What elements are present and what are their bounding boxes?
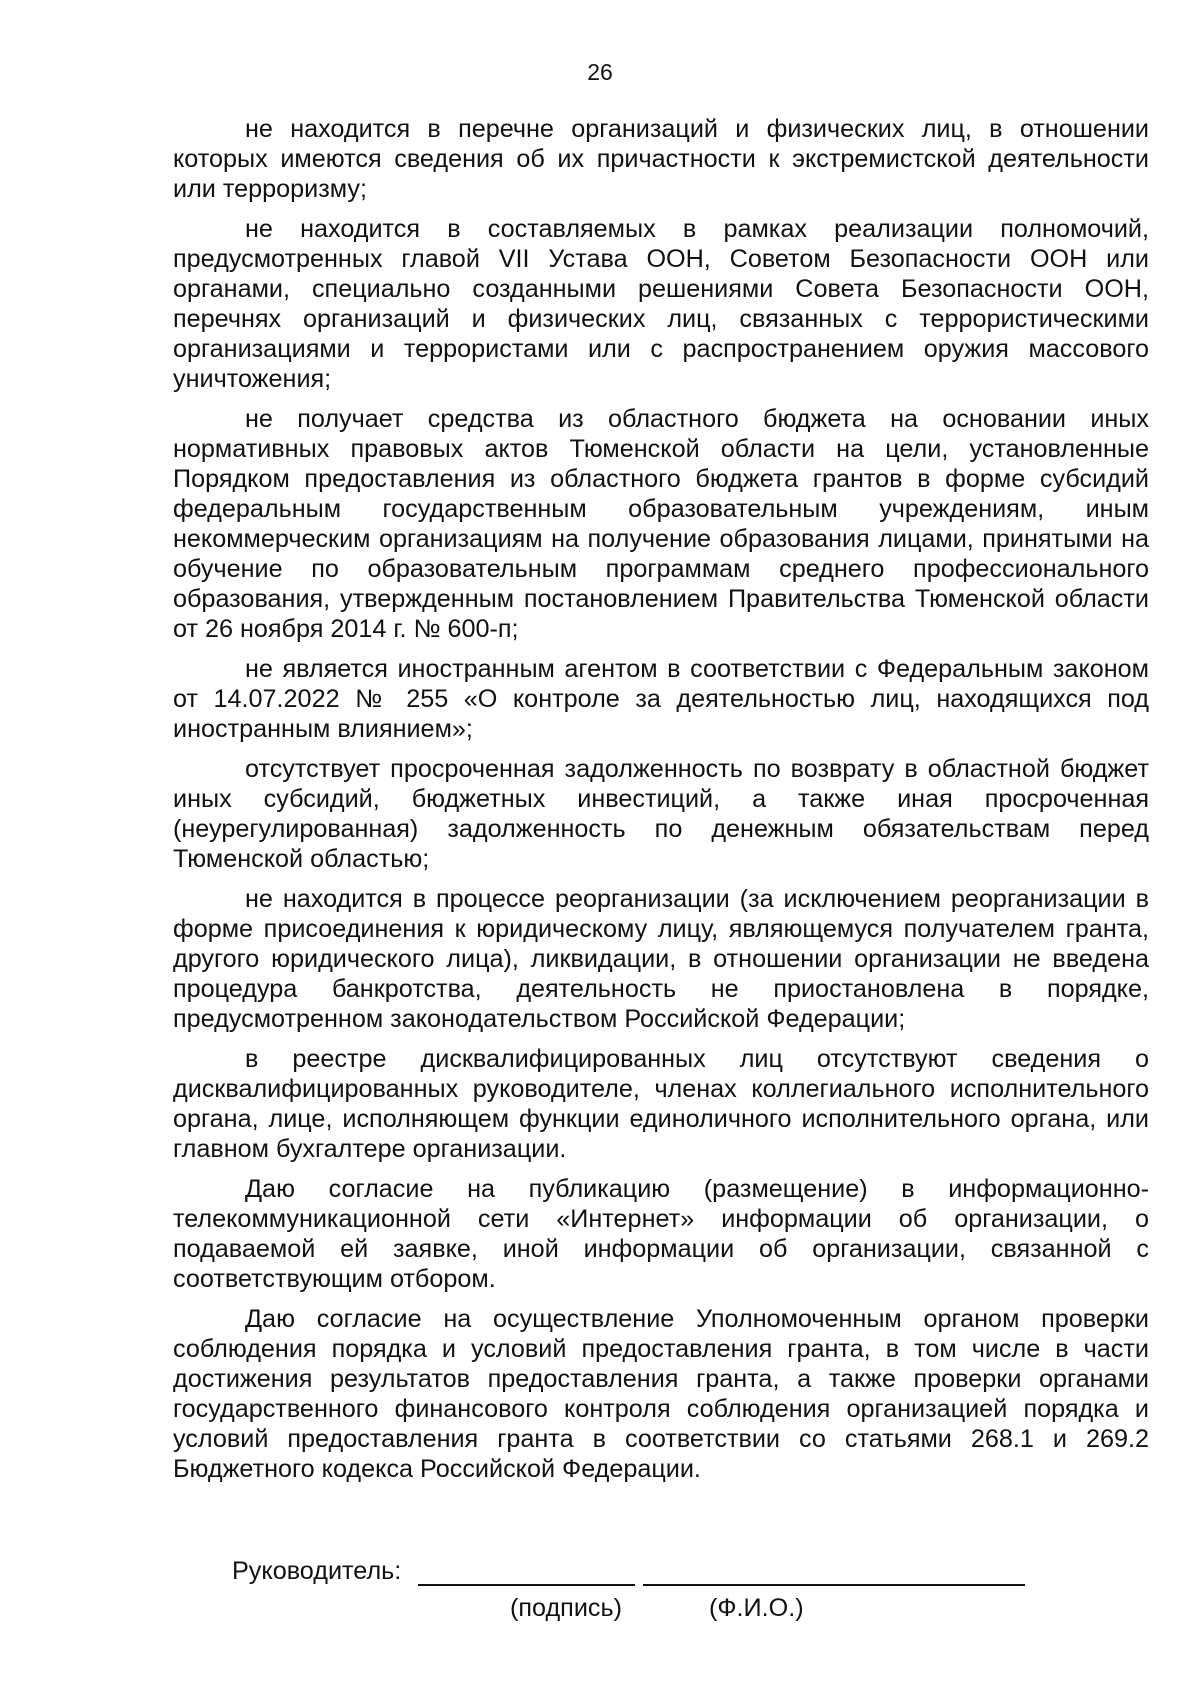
paragraph-no-overdue-debt: отсутствует просроченная задолженность по возврату в областной бюджет иных субсидий, бюджетных инвестиций, а также иная просроченная (неурегулированная) задолженность по денежным обязательствам перед Тюменской областью; [173, 755, 1149, 873]
paragraph-no-reorganization: не находится в процессе реорганизации (за исключением реорганизации в форме присоединения к юридическому лицу, являющемуся получателем гранта, другого юридического лица), ликвидации, в отношении организации не введена процедура банкротства, деятельность не приостановлена в порядке, предусмотренном законодательством Российской Федерации; [173, 885, 1149, 1033]
full-name-line [643, 1584, 1025, 1586]
paragraph-disqualified-persons: в реестре дисквалифицированных лиц отсутствуют сведения о дисквалифицированных руководителе, членах коллегиального исполнительного органа, лице, исполняющем функции единоличного исполнительного органа, или главном бухгалтере организации. [173, 1045, 1149, 1163]
paragraph-publication-consent: Даю согласие на публикацию (размещение) в информационно-телекоммуникационной сети «Интернет» информации об организации, о подаваемой ей заявке, иной информации об организации, связанной с соответствующим отбором. [173, 1175, 1149, 1293]
signature-label: Руководитель: [232, 1557, 402, 1585]
signature-block [0, 1556, 1200, 1636]
paragraph-foreign-agent: не является иностранным агентом в соответствии с Федеральным законом от 14.07.2022 № 255 «О контроле за деятельностью лиц, находящихся под иностранным влиянием»; [173, 655, 1149, 743]
signature-line [418, 1584, 635, 1586]
paragraph-inspection-consent: Даю согласие на осуществление Уполномоченным органом проверки соблюдения порядка и условий предоставления гранта, в том числе в части достижения результатов предоставления гранта, а также проверки органами государственного финансового контроля соблюдения организацией порядка и условий предоставления гранта в соответствии со статьями 268.1 и 269.2 Бюджетного кодекса Российской Федерации. [173, 1305, 1149, 1483]
page-number: 26 [587, 59, 613, 85]
signature-caption: (подпись) [510, 1594, 622, 1622]
paragraph-extremism-list: не находится в перечне организаций и физических лиц, в отношении которых имеются сведения об их причастности к экстремистской деятельности или терроризму; [173, 115, 1149, 203]
paragraph-no-other-budget-funds: не получает средства из областного бюджета на основании иных нормативных правовых актов Тюменской области на цели, установленные Порядком предоставления из областного бюджета грантов в форме субсидий федеральным государственным образовательным учреждениям, иным некоммерческим организациям на получение образования лицами, принятыми на обучение по образовательным программам среднего профессионального образования, утвержденным постановлением Правительства Тюменской области от 26 ноября 2014 г. № 600-п; [173, 405, 1149, 643]
document-body [173, 114, 1149, 1494]
paragraph-un-sanctions-list: не находится в составляемых в рамках реализации полномочий, предусмотренных главой VII Устава ООН, Советом Безопасности ООН или органами, специально созданными решениями Совета Безопасности ООН, перечнях организаций и физических лиц, связанных с террористическими организациями и террористами или с распространением оружия массового уничтожения; [173, 215, 1149, 393]
full-name-caption: (Ф.И.О.) [709, 1594, 804, 1622]
